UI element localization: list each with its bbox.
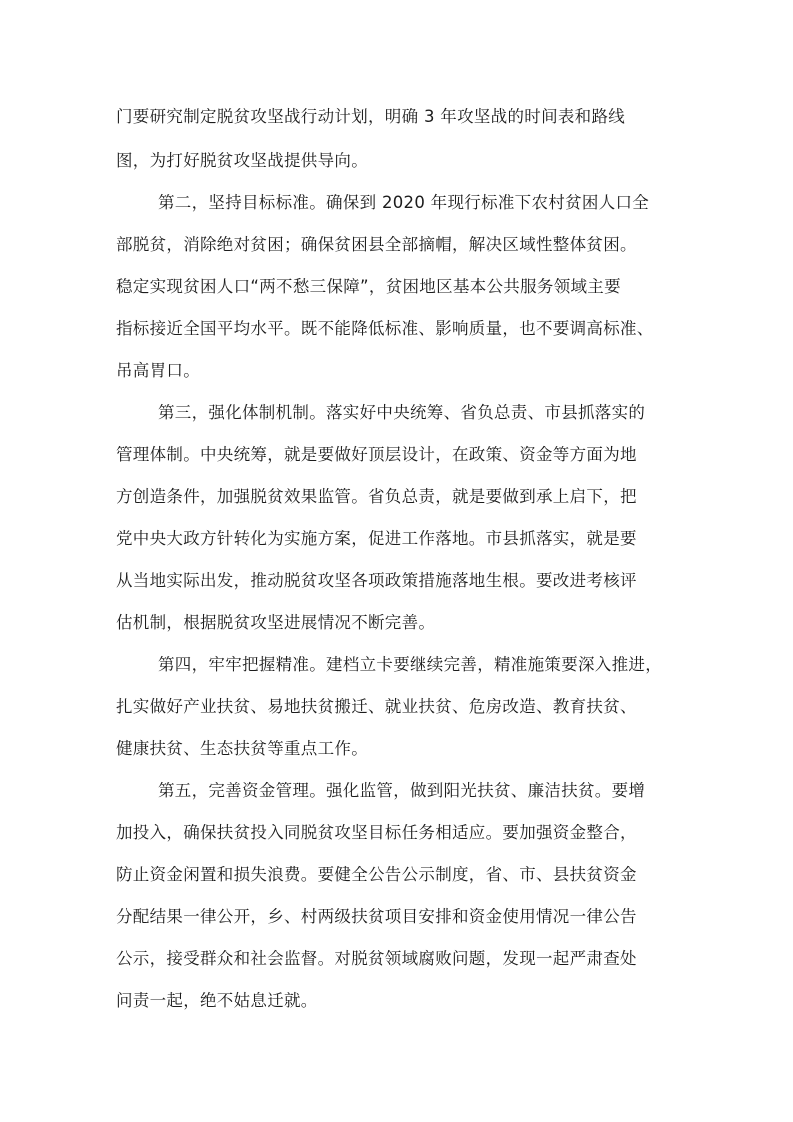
text-line: 方创造条件，加强脱贫效果监管。省负总责，就是要做到承上启下，把 xyxy=(116,487,637,506)
text-line: 图，为打好脱贫攻坚战提供导向。 xyxy=(116,151,368,170)
text-line: 问责一起，绝不姑息迁就。 xyxy=(116,991,318,1010)
text-line: 公示，接受群众和社会监督。对脱贫领域腐败问题，发现一起严肃查处 xyxy=(116,949,637,968)
text-line: 稳定实现贫困人口“两不愁三保障”，贫困地区基本公共服务领域主要 xyxy=(116,277,621,296)
paragraph-first-line: 第二，坚持目标标准。确保到 2020 年现行标准下农村贫困人口全 xyxy=(158,193,650,212)
text-line: 从当地实际出发，推动脱贫攻坚各项政策措施落地生根。要改进考核评 xyxy=(116,571,637,590)
text-line: 党中央大政方针转化为实施方案，促进工作落地。市县抓落实，就是要 xyxy=(116,529,637,548)
paragraph-first-line: 第三，强化体制机制。落实好中央统筹、省负总责、市县抓落实的 xyxy=(158,403,646,422)
text-line: 健康扶贫、生态扶贫等重点工作。 xyxy=(116,739,368,758)
text-line: 吊高胃口。 xyxy=(116,361,200,380)
text-line: 加投入，确保扶贫投入同脱贫攻坚目标任务相适应。要加强资金整合， xyxy=(116,823,637,842)
paragraph-first-line: 第四，牢牢把握精准。建档立卡要继续完善，精准施策要深入推进， xyxy=(158,655,662,674)
text-line: 管理体制。中央统筹，就是要做好顶层设计，在政策、资金等方面为地 xyxy=(116,445,637,464)
text-line: 防止资金闲置和损失浪费。要健全公告公示制度，省、市、县扶贫资金 xyxy=(116,865,637,884)
text-line: 指标接近全国平均水平。既不能降低标准、影响质量，也不要调高标准、 xyxy=(116,319,654,338)
text-line: 门要研究制定脱贫攻坚战行动计划，明确 3 年攻坚战的时间表和路线 xyxy=(116,107,626,126)
text-line: 估机制，根据脱贫攻坚进展情况不断完善。 xyxy=(116,613,436,632)
paragraph-first-line: 第五，完善资金管理。强化监管，做到阳光扶贫、廉洁扶贫。要增 xyxy=(158,781,646,800)
text-line: 部脱贫，消除绝对贫困；确保贫困县全部摘帽，解决区域性整体贫困。 xyxy=(116,235,637,254)
text-line: 分配结果一律公开，乡、村两级扶贫项目安排和资金使用情况一律公告 xyxy=(116,907,637,926)
text-line: 扎实做好产业扶贫、易地扶贫搬迁、就业扶贫、危房改造、教育扶贫、 xyxy=(116,697,637,716)
